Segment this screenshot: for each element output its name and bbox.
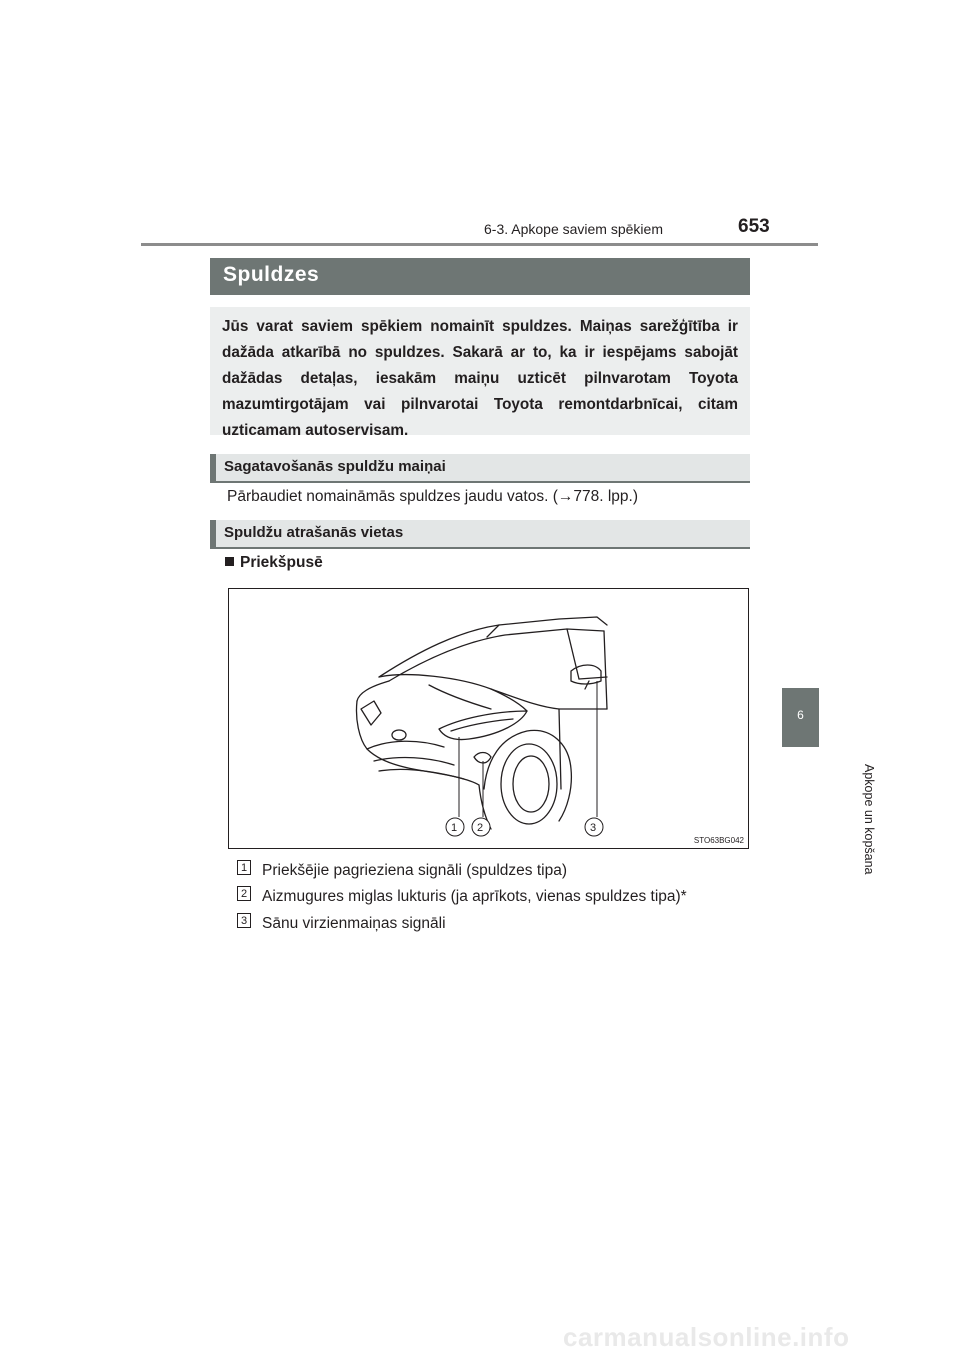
legend-text-3: Sānu virzienmaiņas signāli [262,915,446,932]
prep-text: Pārbaudiet nomaināmās spuldzes jaudu vatos. (→778. lpp.) [227,488,638,505]
front-label-text: Priekšpusē [240,554,323,571]
callout-1-label: 1 [451,822,458,834]
chapter-label: Apkope un kopšana [862,764,876,875]
legend-num-3: 3 [237,913,251,928]
page-number: 653 [738,216,770,237]
chapter-tab [782,688,819,747]
legend-text-2: Aizmugures miglas lukturis (ja aprīkots, vienas spuldzes tipa)* [262,888,687,905]
car-front-illustration [229,589,748,848]
legend-num-2: 2 [237,886,251,901]
callout-3-label: 3 [590,822,597,834]
chapter-number: 6 [797,708,804,722]
section-header: 6-3. Apkope saviem spēkiem [484,221,663,237]
front-label [225,554,323,572]
header-rule [141,243,818,246]
prep-heading [210,454,750,483]
square-bullet-icon [225,557,234,566]
prep-heading-text: Sagatavošanās spuldžu maiņai [224,458,446,475]
legend-text-1: Priekšējie pagrieziena signāli (spuldzes tipa) [262,862,567,879]
watermark: carmanualsonline.info [563,1322,850,1352]
car-figure [228,588,749,849]
callout-2-label: 2 [477,822,484,834]
page-title-bar [210,258,750,295]
location-heading [210,520,750,549]
intro-text: Jūs varat saviem spēkiem nomainīt spuldzes. Maiņas sarežģītība ir dažāda atkarībā no spuldzes. Sakarā ar to, ka ir iespējams sabojāt dažādas detaļas, iesakām maiņu uzticēt pilnvarotam Toyota mazumtirgotājam vai pilnvarotai Toyota remontdarbnīcai, citam uzticamam autoservisam. [222,318,738,439]
intro-box [210,307,750,439]
location-heading-text: Spuldžu atrašanās vietas [224,524,404,541]
page-title: Spuldzes [223,263,320,286]
figure-code: STO63BG042 [693,836,744,845]
legend-num-1: 1 [237,860,251,875]
